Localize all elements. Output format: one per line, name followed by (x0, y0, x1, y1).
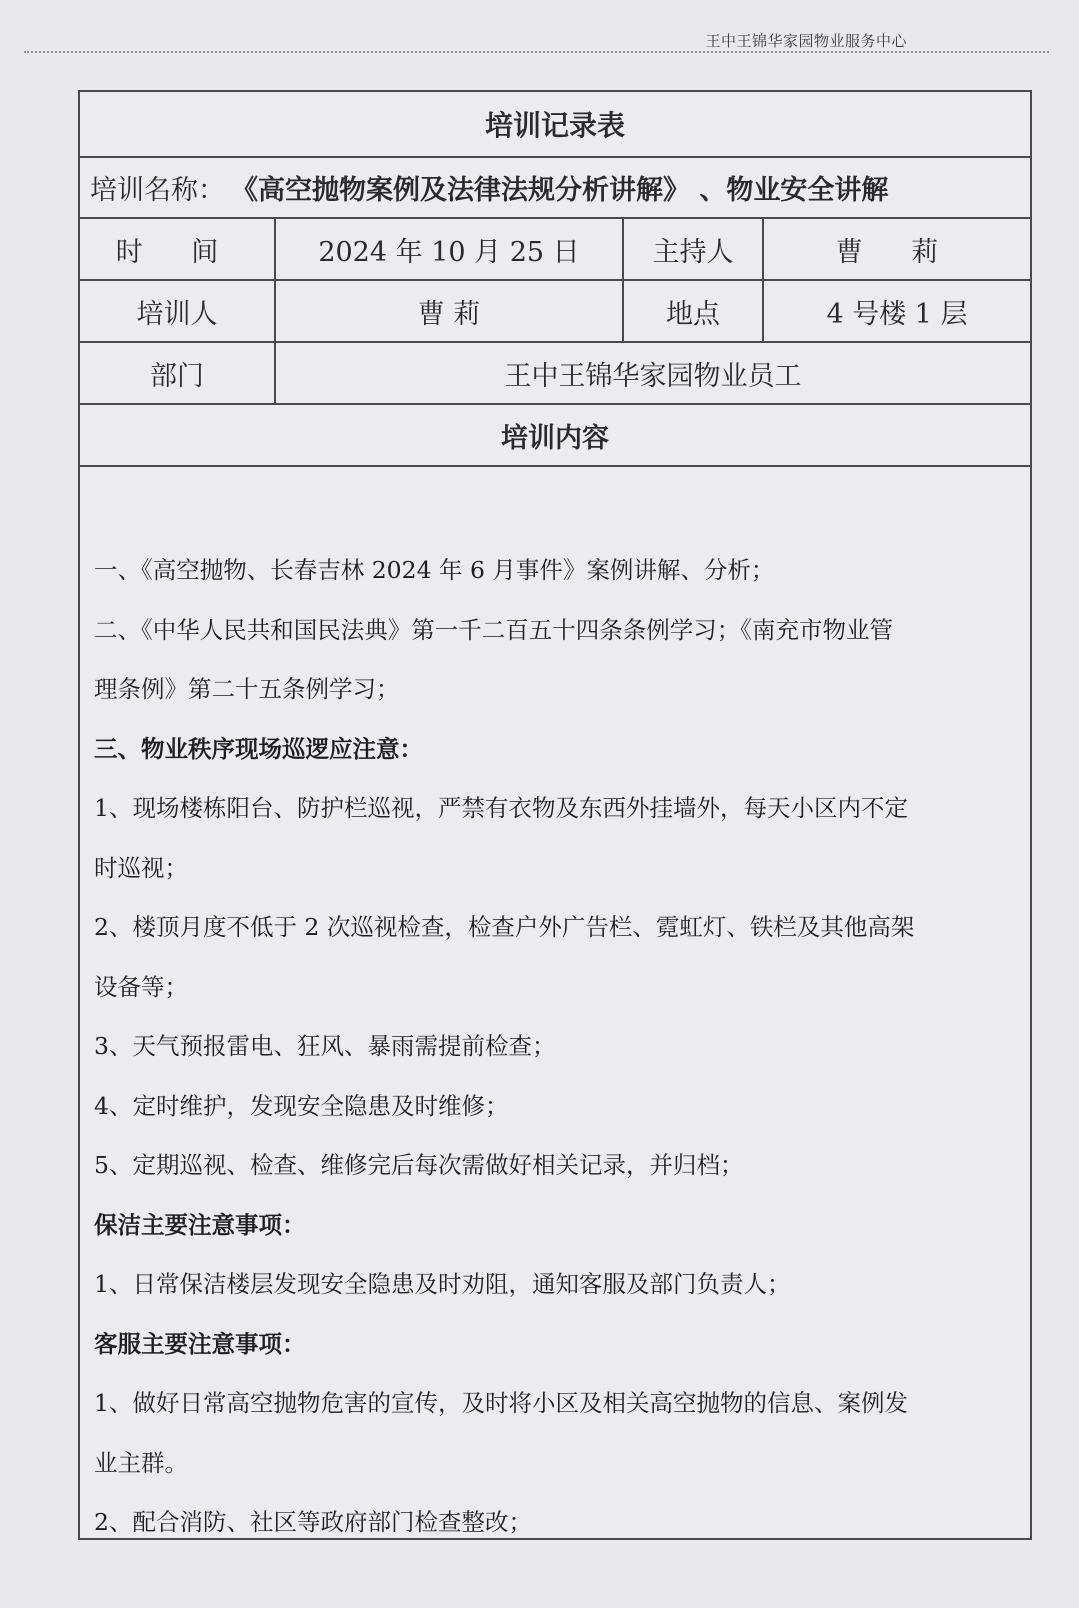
form-title-row (80, 92, 1030, 158)
content-line: 时巡视； (94, 853, 188, 882)
time-value: 2024 年 10 月 25 日 (276, 219, 624, 279)
training-name-label: 培训名称： (90, 175, 225, 206)
content-line: 一、《高空抛物、长春吉林 2024 年 6 月事件》案例讲解、分析； (94, 556, 775, 584)
department-row (80, 343, 1030, 405)
content-line: 客服主要注意事项： (94, 1329, 306, 1358)
department-value: 王中王锦华家园物业员工 (504, 360, 802, 392)
training-name-row (80, 158, 1030, 219)
content-line: 1、现场楼栋阳台、防护栏巡视，严禁有衣物及东西外挂墙外，每天小区内不定 (94, 794, 908, 822)
location-label: 地点 (624, 281, 764, 341)
form-title: 培训记录表 (484, 109, 625, 142)
host-value: 曹 莉 (835, 236, 959, 268)
content-line: 3、天气预报雷电、狂风、暴雨需提前检查； (94, 1032, 556, 1060)
trainer-label: 培训人 (80, 281, 276, 341)
content-line: 2、配合消防、社区等政府部门检查整改； (94, 1508, 532, 1536)
content-line: 1、做好日常高空抛物危害的宣传，及时将小区及相关高空抛物的信息、案例发 (94, 1389, 908, 1417)
organization-name: 王中王锦华家园物业服务中心 (705, 32, 907, 50)
content-line: 5、定期巡视、检查、维修完后每次需做好相关记录，并归档； (94, 1151, 744, 1179)
trainer-location-row (80, 281, 1030, 343)
trainer-value: 曹 莉 (276, 281, 624, 341)
content-line: 业主群。 (94, 1448, 188, 1477)
time-host-row (80, 219, 1030, 281)
content-line: 设备等； (94, 972, 188, 1001)
training-name-value: 《高空抛物案例及法律法规分析讲解》 、物业安全讲解 (231, 175, 889, 206)
training-content (80, 467, 1030, 1553)
content-line: 保洁主要注意事项： (94, 1210, 306, 1239)
content-line: 1、日常保洁楼层发现安全隐患及时劝阻，通知客服及部门负责人； (94, 1270, 791, 1298)
content-line: 4、定时维护，发现安全隐患及时维修； (94, 1091, 509, 1120)
department-label: 部门 (80, 343, 276, 403)
content-line: 三、物业秩序现场巡逻应注意： (94, 734, 423, 763)
location-value: 4 号楼 1 层 (826, 298, 968, 330)
content-title: 培训内容 (501, 422, 609, 454)
time-label: 时 间 (80, 219, 276, 279)
header-divider (24, 51, 1049, 53)
content-line: 二、《中华人民共和国民法典》第一千二百五十四条条例学习；《南充市物业管 (94, 615, 893, 644)
host-label: 主持人 (624, 219, 764, 279)
training-record-form (78, 90, 1032, 1540)
content-title-row (80, 405, 1030, 467)
content-line: 理条例》第二十五条例学习； (94, 675, 400, 703)
training-name-cell (80, 158, 1030, 217)
content-line: 2、楼顶月度不低于 2 次巡视检查，检查户外广告栏、霓虹灯、铁栏及其他高架 (94, 913, 915, 941)
